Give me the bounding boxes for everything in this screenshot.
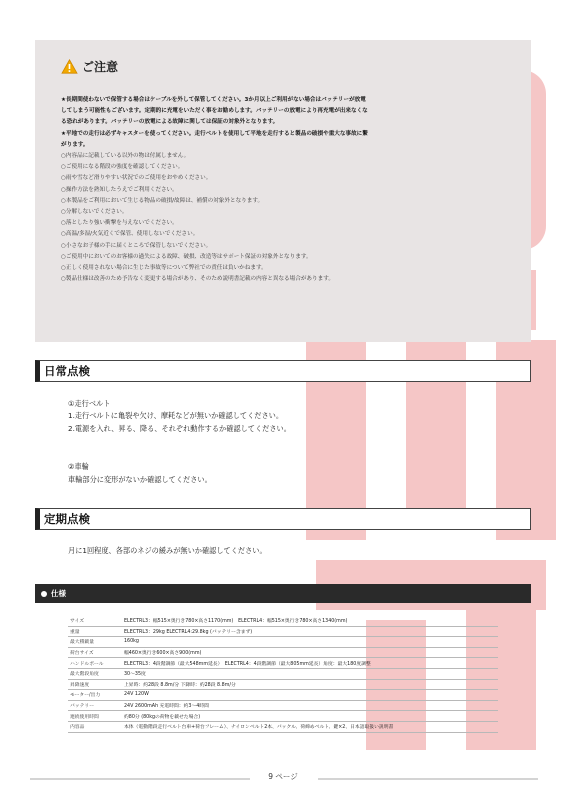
wheel-heading: ②車輪: [68, 462, 89, 471]
spec-key: サイズ: [68, 616, 122, 626]
bullet-dot-icon: [41, 591, 47, 597]
notice-line: ○製品仕様は改善のため予告なく変更する場合があり、そのため説明書記載の内容と異なる場合があります。: [61, 276, 334, 283]
belt-item-1: 1.走行ベルトに亀裂や欠け、摩耗などが無いか確認してください。: [68, 411, 284, 420]
notice-line: ○内容品に記載している以外の物は付属しません。: [61, 153, 190, 160]
notice-line: ○落としたり強い衝撃を与えないでください。: [61, 220, 178, 227]
spec-key: モーター/出力: [68, 690, 122, 701]
belt-item-2: 2.電源を入れ、昇る、降る、それぞれ動作するか確認してください。: [68, 424, 291, 433]
spec-key: 昇降速度: [68, 679, 122, 690]
spec-key: 重量: [68, 626, 122, 637]
notice-title: ご注意: [82, 60, 119, 74]
notice-line: ★長期間使わないで保管する場合はケーブルを外して保管してください。3か月以上ご利用がない場合はバッテリーが放電: [61, 97, 366, 103]
warning-triangle-icon: [61, 59, 78, 74]
spec-key: 連続使用時間: [68, 711, 122, 722]
notice-line: してしまう可能性もございます。定期的に充電をいただく事をお勧めします。バッテリーの放電により再充電が出来なくな: [61, 108, 368, 115]
spec-value: ELECTRL3：4段階調節（最大548mm延長） ELECTRL4：4段階調節（最大805mm延長）角度：最大180度調整: [122, 658, 498, 669]
periodic-inspection-header: [35, 508, 531, 530]
spec-value: 160kg: [122, 637, 498, 648]
spec-value: 上昇時：約28段 8.8m/分 下降時：約28段 8.8m/分: [122, 679, 498, 690]
spec-value: 本体（電動階段走行ベルト台車+荷台フレーム）、ナイロンベルト2本、バックル、荷締めベルト、鍵×2、日本語取扱い説明書: [122, 721, 498, 732]
periodic-inspection-title: 定期点検: [44, 512, 90, 526]
spec-key: 最大階段角度: [68, 668, 122, 679]
notice-line: ○分解しないでください。: [61, 209, 128, 216]
notice-line: る恐れがあります。バッテリーの放電による故障に関しては保証の対象外となります。: [61, 119, 279, 126]
spec-key: 最大積載量: [68, 637, 122, 648]
spec-row: [68, 721, 498, 732]
spec-value: 約80分 (80kgの荷物を載せた場合): [122, 711, 498, 722]
spec-row: [68, 679, 498, 690]
notice-line: ○ご使用になる階段の強度を確認してください。: [61, 164, 184, 171]
spec-row: [68, 700, 498, 711]
belt-heading: ①走行ベルト: [68, 399, 111, 408]
notice-line: ○ご使用中においてのお客様の過失による故障、破損、改造等はサポート保証の対象外となります。: [61, 253, 312, 260]
spec-row: [68, 690, 498, 701]
notice-header: [61, 58, 118, 75]
spec-value: 幅460×奥行き600×高さ900(mm): [122, 647, 498, 658]
spec-value: ELECTRL3：29kg ELECTRL4:29.8kg (バッテリー含まず): [122, 626, 498, 637]
notice-line: ○高温/多湿/火気近くで保管、使用しないでください。: [61, 231, 199, 238]
notice-line: がります。: [61, 141, 89, 148]
spec-row: [68, 626, 498, 637]
spec-key: ハンドルポール: [68, 658, 122, 669]
spec-key: 内容品: [68, 721, 122, 732]
spec-key: 荷台サイズ: [68, 647, 122, 658]
page-number: 9 ページ: [268, 772, 298, 781]
spec-row: [68, 711, 498, 722]
notice-line: ○雨や雪など滑りやすい状況でのご使用をおやめください。: [61, 175, 212, 182]
spec-row: [68, 647, 498, 658]
daily-inspection-title: 日常点検: [44, 364, 90, 378]
spec-value: 30～35度: [122, 668, 498, 679]
notice-line: ○小さなお子様の手に届くところで保管しないでください。: [61, 242, 212, 249]
spec-header: [35, 584, 531, 603]
notice-line: ○正しく使用されない場合に生じた事故等について弊社での責任は負いかねます。: [61, 265, 267, 272]
spec-value: 24V 2600mAh 充電時間：約3～4時間: [122, 700, 498, 711]
daily-inspection-header: [35, 360, 531, 382]
notice-box: [35, 40, 531, 342]
notice-list: [61, 95, 526, 285]
spec-key: バッテリー: [68, 700, 122, 711]
notice-line: ○本製品をご利用において生じる物品の破損/故障は、補償の対象外となります。: [61, 197, 264, 204]
spec-row: [68, 616, 498, 626]
spec-row: [68, 637, 498, 648]
spec-row: [68, 668, 498, 679]
spec-title: 仕様: [51, 589, 66, 598]
periodic-text: 月に1回程度、各部のネジの緩みが無いか確認してください。: [68, 546, 267, 555]
page-footer: [0, 771, 566, 785]
spec-row: [68, 658, 498, 669]
notice-line: ○操作方法を熟知したうえでご利用ください。: [61, 186, 178, 193]
wheel-item: 車輪部分に変形がないか確認してください。: [68, 475, 212, 484]
spec-table: [68, 616, 498, 733]
spec-value: ELECTRL3：幅515×奥行き780×高さ1170(mm) ELECTRL4：幅515×奥行き780×高さ1340(mm): [122, 616, 498, 626]
spec-value: 24V 120W: [122, 690, 498, 701]
notice-line: ★平地での走行は必ずキャスターを使ってください。走行ベルトを使用して平地を走行すると製品の破損や重大な事故に繋: [61, 130, 368, 137]
